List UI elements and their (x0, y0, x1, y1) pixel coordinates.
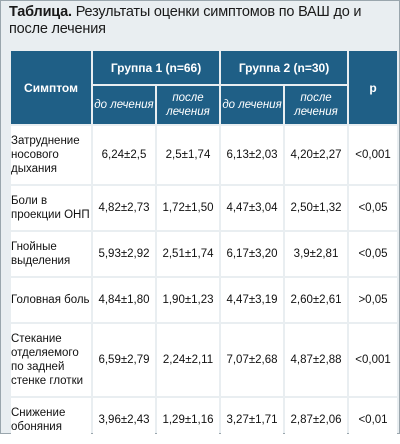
cell-g1-before: 3,96±2,43 (93, 398, 155, 442)
header-g2-after: после лечения (285, 86, 347, 124)
cell-g2-after: 4,87±2,88 (285, 324, 347, 396)
header-g1-before: до лечения (93, 86, 155, 124)
cell-g1-before: 6,59±2,79 (93, 324, 155, 396)
cell-g1-before: 4,82±2,73 (93, 186, 155, 230)
cell-g2-after: 2,87±2,06 (285, 398, 347, 442)
table-row (11, 186, 397, 230)
cell-symptom: Снижение обоняния (11, 398, 91, 442)
cell-g1-after: 2,24±2,11 (157, 324, 219, 396)
caption-label: Таблица. (9, 4, 72, 20)
header-p: p (349, 51, 397, 124)
cell-g1-before: 4,84±1,80 (93, 278, 155, 322)
cell-p: >0,05 (349, 278, 397, 322)
table-row (11, 278, 397, 322)
header-g2-before: до лечения (221, 86, 283, 124)
header-symptom: Симптом (11, 51, 91, 124)
cell-g1-after: 2,51±1,74 (157, 232, 219, 276)
cell-g1-after: 1,29±1,16 (157, 398, 219, 442)
cell-g2-before: 3,27±1,71 (221, 398, 283, 442)
cell-p: <0,001 (349, 126, 397, 184)
cell-g1-after: 2,5±1,74 (157, 126, 219, 184)
cell-symptom: Стекание отделяемого по задней стенке глотки (11, 324, 91, 396)
table-row (11, 398, 397, 442)
cell-g2-after: 2,50±1,32 (285, 186, 347, 230)
cell-g2-before: 6,17±3,20 (221, 232, 283, 276)
cell-g2-after: 2,60±2,61 (285, 278, 347, 322)
table-row (11, 324, 397, 396)
cell-p: <0,05 (349, 232, 397, 276)
results-table (9, 49, 399, 444)
cell-g1-after: 1,72±1,50 (157, 186, 219, 230)
cell-p: <0,01 (349, 398, 397, 442)
table-row (11, 126, 397, 184)
cell-g2-before: 7,07±2,68 (221, 324, 283, 396)
cell-g2-before: 4,47±3,04 (221, 186, 283, 230)
cell-symptom: Гнойные выделения (11, 232, 91, 276)
table-caption (9, 4, 393, 38)
cell-g2-before: 6,13±2,03 (221, 126, 283, 184)
cell-symptom: Головная боль (11, 278, 91, 322)
cell-symptom: Боли в проекции ОНП (11, 186, 91, 230)
table-row (11, 232, 397, 276)
cell-g1-after: 1,90±1,23 (157, 278, 219, 322)
cell-g2-before: 4,47±3,19 (221, 278, 283, 322)
header-group1: Группа 1 (n=66) (93, 51, 219, 84)
header-group2: Группа 2 (n=30) (221, 51, 347, 84)
cell-symptom: Затруднение носового дыхания (11, 126, 91, 184)
cell-g2-after: 3,9±2,81 (285, 232, 347, 276)
cell-g1-before: 6,24±2,5 (93, 126, 155, 184)
header-g1-after: после лечения (157, 86, 219, 124)
cell-p: <0,05 (349, 186, 397, 230)
caption-text: Результаты оценки симптомов по ВАШ до и после лечения (9, 4, 362, 37)
cell-g2-after: 4,20±2,27 (285, 126, 347, 184)
cell-p: <0,001 (349, 324, 397, 396)
cell-g1-before: 5,93±2,92 (93, 232, 155, 276)
